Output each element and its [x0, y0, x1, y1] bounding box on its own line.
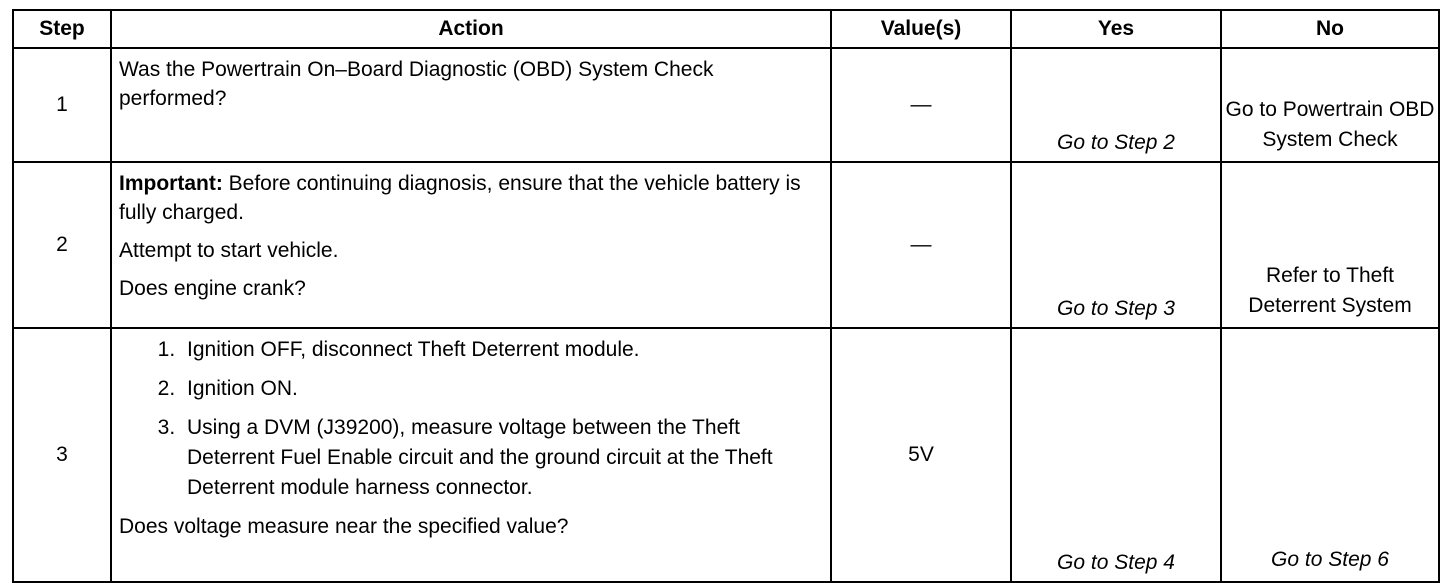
step-number: 1 — [13, 48, 111, 162]
procedure-item: 2. Ignition ON. — [181, 374, 824, 404]
action-line: Attempt to start vehicle. — [119, 239, 339, 262]
value-text: — — [910, 93, 932, 116]
action-cell — [111, 48, 831, 162]
table-row — [13, 162, 1439, 328]
important-text: Before continuing diagnosis, ensure that the vehicle battery is fully charged. — [119, 172, 801, 224]
yes-cell: Go to Step 4 — [1011, 328, 1221, 582]
value-text: 5V — [908, 443, 934, 466]
diagnostic-table-container — [12, 9, 1438, 583]
no-cell: Go to Powertrain OBD System Check — [1221, 48, 1439, 162]
important-note — [119, 169, 824, 227]
action-text: Was the Powertrain On–Board Diagnostic (OBD) System Check performed? — [119, 58, 714, 110]
value-cell — [831, 48, 1011, 162]
header-row — [13, 10, 1439, 48]
action-cell — [111, 162, 831, 328]
value-text: — — [910, 233, 932, 256]
yes-cell: Go to Step 2 — [1011, 48, 1221, 162]
procedure-list — [119, 335, 824, 503]
action-cell — [111, 328, 831, 582]
value-cell — [831, 328, 1011, 582]
header-no: No — [1221, 10, 1439, 48]
yes-cell: Go to Step 3 — [1011, 162, 1221, 328]
value-cell — [831, 162, 1011, 328]
important-label: Important: — [119, 172, 223, 195]
step-number: 2 — [13, 162, 111, 328]
no-cell: Refer to Theft Deterrent System — [1221, 162, 1439, 328]
action-question: Does engine crank? — [119, 277, 306, 300]
procedure-item: 1. Ignition OFF, disconnect Theft Deterrent module. — [181, 335, 824, 365]
header-values: Value(s) — [831, 10, 1011, 48]
action-question: Does voltage measure near the specified value? — [119, 515, 569, 538]
step-number: 3 — [13, 328, 111, 582]
header-yes: Yes — [1011, 10, 1221, 48]
header-step: Step — [13, 10, 111, 48]
diagnostic-table — [12, 9, 1440, 583]
table-row — [13, 48, 1439, 162]
procedure-item: 3. Using a DVM (J39200), measure voltage between the Theft Deterrent Fuel Enable circuit and the ground circuit at the Theft Deterrent module harness connector. — [181, 413, 824, 503]
table-row — [13, 328, 1439, 582]
header-action: Action — [111, 10, 831, 48]
no-cell: Go to Step 6 — [1221, 328, 1439, 582]
